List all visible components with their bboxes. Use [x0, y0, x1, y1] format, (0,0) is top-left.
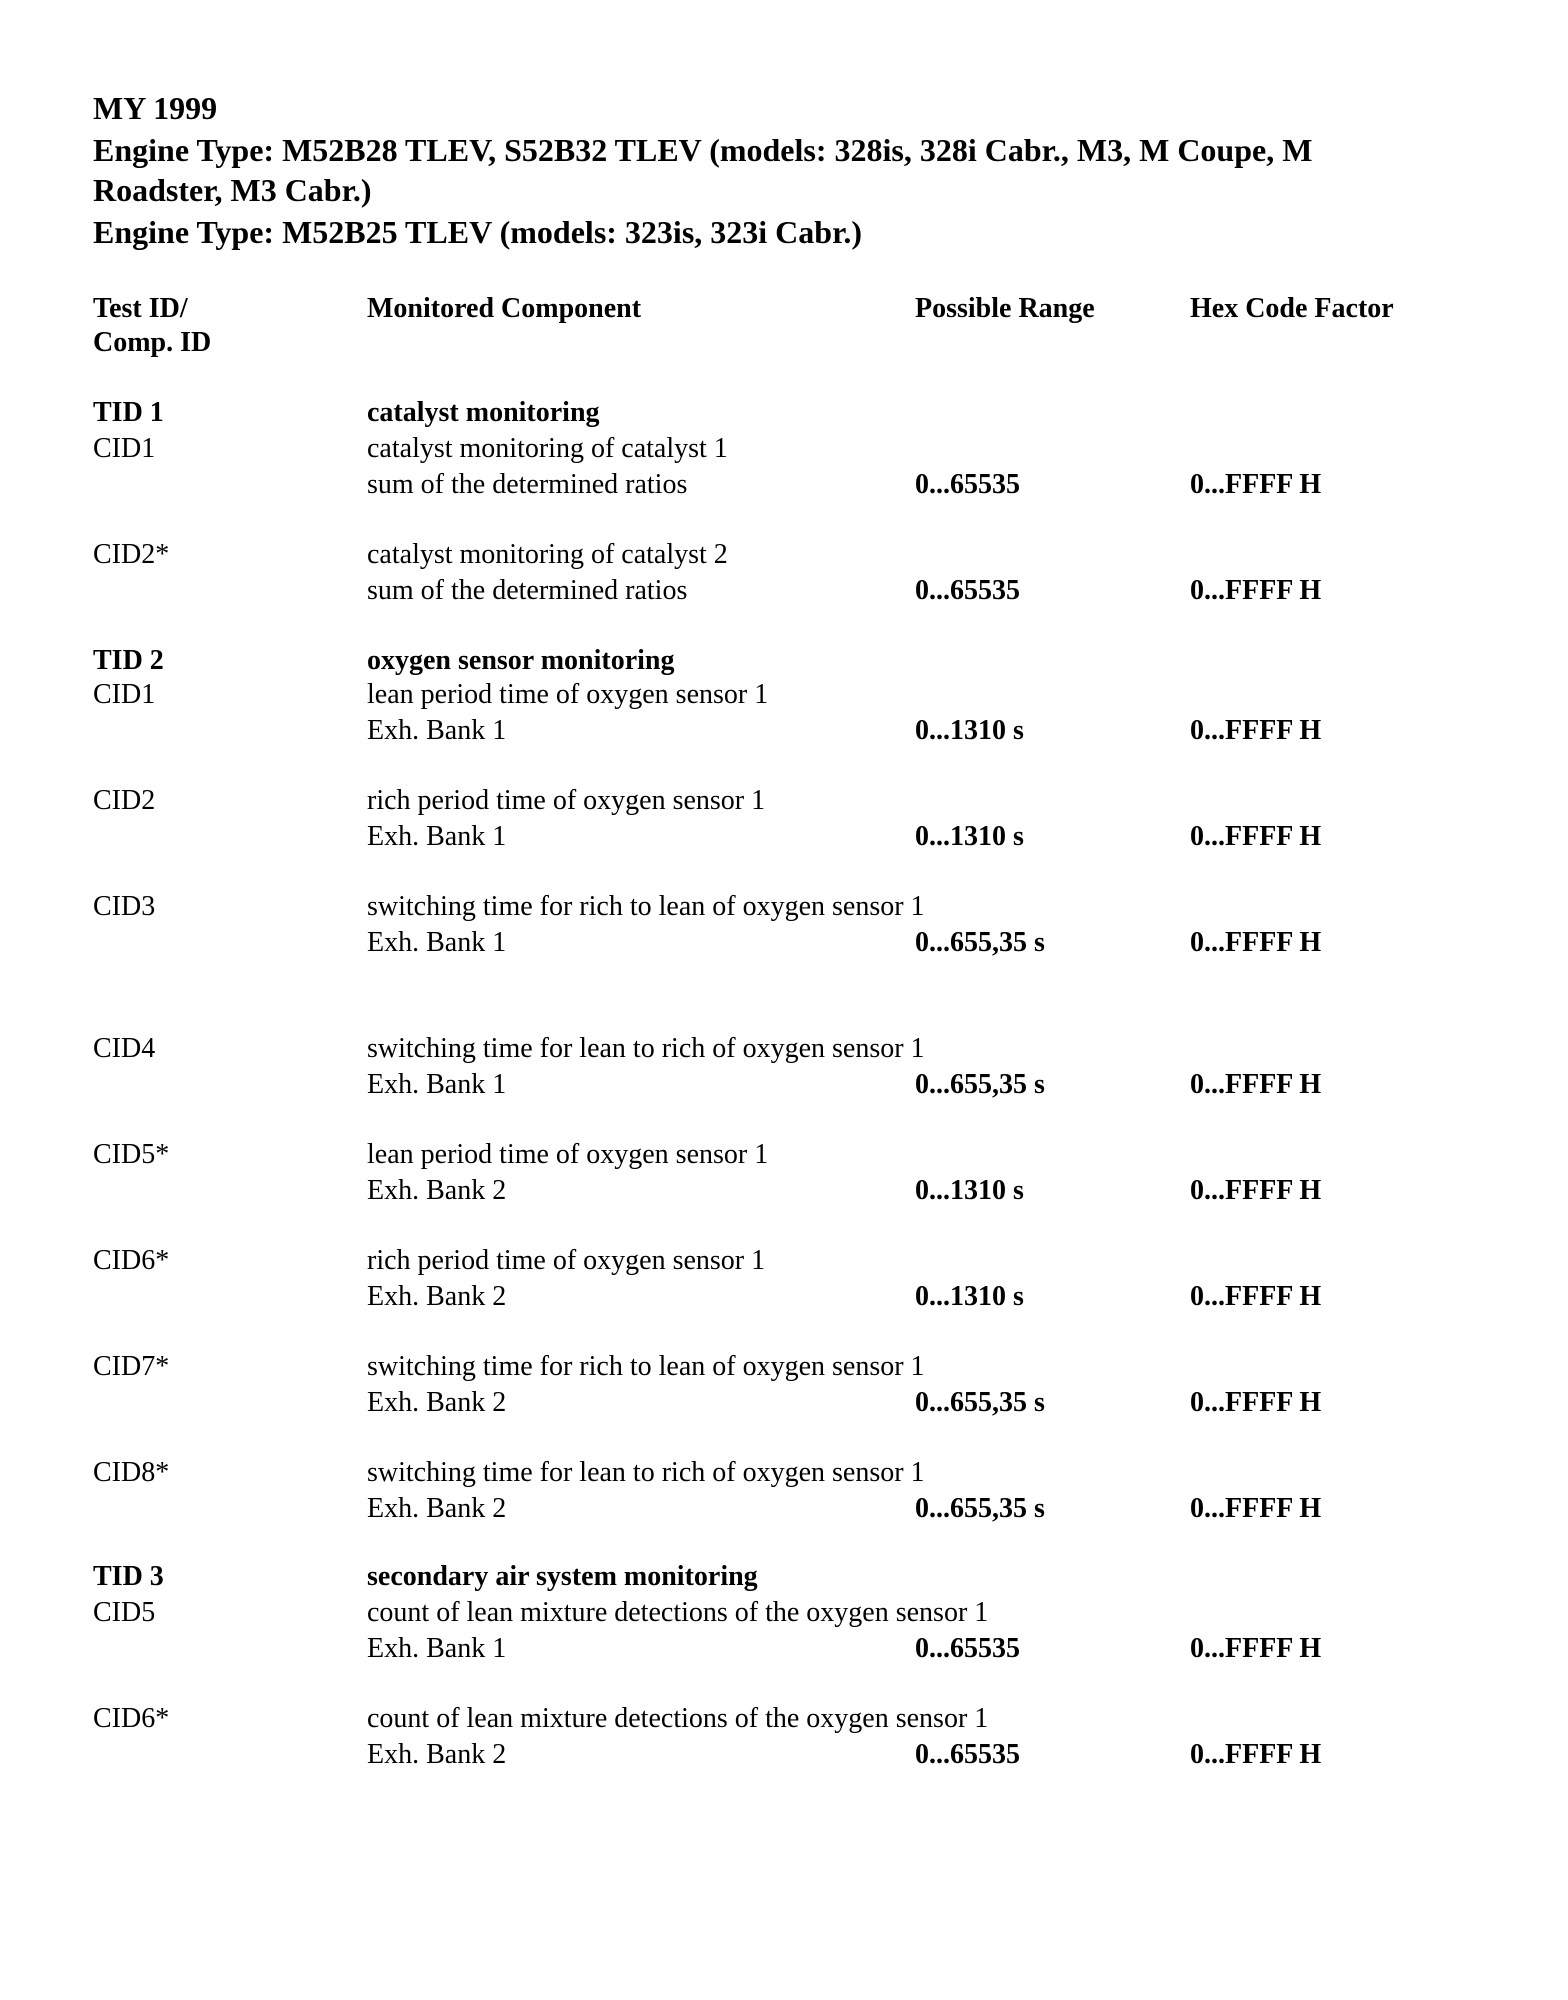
hex-factor: 0...FFFF H: [1190, 715, 1322, 746]
hex-factor: 0...FFFF H: [1190, 469, 1322, 500]
col-head-test-id: Test ID/: [93, 293, 188, 324]
comp-id: CID1: [93, 433, 156, 464]
col-head-component: Monitored Component: [367, 293, 642, 324]
component-desc: switching time for rich to lean of oxygen sensor 1: [367, 1351, 925, 1382]
component-sub: Exh. Bank 1: [367, 715, 507, 746]
component-desc: catalyst monitoring of catalyst 1: [367, 433, 728, 464]
possible-range: 0...1310 s: [915, 821, 1024, 852]
comp-id: CID1: [93, 679, 156, 710]
hex-factor: 0...FFFF H: [1190, 1387, 1322, 1418]
test-title: secondary air system monitoring: [367, 1561, 758, 1592]
comp-id: CID6*: [93, 1245, 170, 1276]
engine-type-line-1: Engine Type: M52B28 TLEV, S52B32 TLEV (models: 328is, 328i Cabr., M3, M Coupe, M: [93, 132, 1313, 168]
test-title: catalyst monitoring: [367, 397, 600, 428]
component-desc: catalyst monitoring of catalyst 2: [367, 539, 728, 570]
col-head-hex: Hex Code Factor: [1190, 293, 1394, 324]
component-sub: Exh. Bank 2: [367, 1281, 507, 1312]
comp-id: CID7*: [93, 1351, 170, 1382]
component-sub: sum of the determined ratios: [367, 575, 688, 606]
possible-range: 0...1310 s: [915, 1281, 1024, 1312]
hex-factor: 0...FFFF H: [1190, 575, 1322, 606]
possible-range: 0...655,35 s: [915, 1069, 1045, 1100]
component-desc: count of lean mixture detections of the oxygen sensor 1: [367, 1597, 989, 1628]
possible-range: 0...65535: [915, 575, 1020, 606]
component-sub: Exh. Bank 1: [367, 821, 507, 852]
hex-factor: 0...FFFF H: [1190, 1069, 1322, 1100]
comp-id: CID2*: [93, 539, 170, 570]
possible-range: 0...65535: [915, 469, 1020, 500]
test-title: oxygen sensor monitoring: [367, 645, 675, 676]
comp-id: CID8*: [93, 1457, 170, 1488]
test-id: TID 3: [93, 1561, 164, 1592]
possible-range: 0...655,35 s: [915, 927, 1045, 958]
component-sub: Exh. Bank 2: [367, 1387, 507, 1418]
possible-range: 0...1310 s: [915, 1175, 1024, 1206]
col-head-range: Possible Range: [915, 293, 1095, 324]
engine-type-line-2: Roadster, M3 Cabr.): [93, 172, 372, 208]
comp-id: CID3: [93, 891, 156, 922]
test-id: TID 2: [93, 645, 164, 676]
component-desc: count of lean mixture detections of the oxygen sensor 1: [367, 1703, 989, 1734]
possible-range: 0...655,35 s: [915, 1493, 1045, 1524]
test-id: TID 1: [93, 397, 164, 428]
component-desc: lean period time of oxygen sensor 1: [367, 1139, 769, 1170]
component-sub: Exh. Bank 2: [367, 1175, 507, 1206]
hex-factor: 0...FFFF H: [1190, 1175, 1322, 1206]
component-sub: Exh. Bank 1: [367, 1069, 507, 1100]
hex-factor: 0...FFFF H: [1190, 821, 1322, 852]
component-desc: lean period time of oxygen sensor 1: [367, 679, 769, 710]
col-head-comp-id: Comp. ID: [93, 327, 212, 358]
hex-factor: 0...FFFF H: [1190, 1493, 1322, 1524]
comp-id: CID4: [93, 1033, 156, 1064]
hex-factor: 0...FFFF H: [1190, 1739, 1322, 1770]
component-sub: Exh. Bank 1: [367, 927, 507, 958]
comp-id: CID5*: [93, 1139, 170, 1170]
possible-range: 0...655,35 s: [915, 1387, 1045, 1418]
model-year: MY 1999: [93, 90, 218, 126]
component-desc: rich period time of oxygen sensor 1: [367, 785, 766, 816]
component-sub: Exh. Bank 1: [367, 1633, 507, 1664]
component-sub: Exh. Bank 2: [367, 1739, 507, 1770]
component-desc: switching time for lean to rich of oxygen sensor 1: [367, 1457, 925, 1488]
comp-id: CID2: [93, 785, 156, 816]
component-desc: rich period time of oxygen sensor 1: [367, 1245, 766, 1276]
hex-factor: 0...FFFF H: [1190, 1633, 1322, 1664]
hex-factor: 0...FFFF H: [1190, 1281, 1322, 1312]
component-sub: sum of the determined ratios: [367, 469, 688, 500]
possible-range: 0...65535: [915, 1633, 1020, 1664]
component-sub: Exh. Bank 2: [367, 1493, 507, 1524]
possible-range: 0...1310 s: [915, 715, 1024, 746]
comp-id: CID5: [93, 1597, 156, 1628]
possible-range: 0...65535: [915, 1739, 1020, 1770]
hex-factor: 0...FFFF H: [1190, 927, 1322, 958]
comp-id: CID6*: [93, 1703, 170, 1734]
component-desc: switching time for lean to rich of oxygen sensor 1: [367, 1033, 925, 1064]
component-desc: switching time for rich to lean of oxygen sensor 1: [367, 891, 925, 922]
engine-type-line-3: Engine Type: M52B25 TLEV (models: 323is, 323i Cabr.): [93, 214, 862, 250]
